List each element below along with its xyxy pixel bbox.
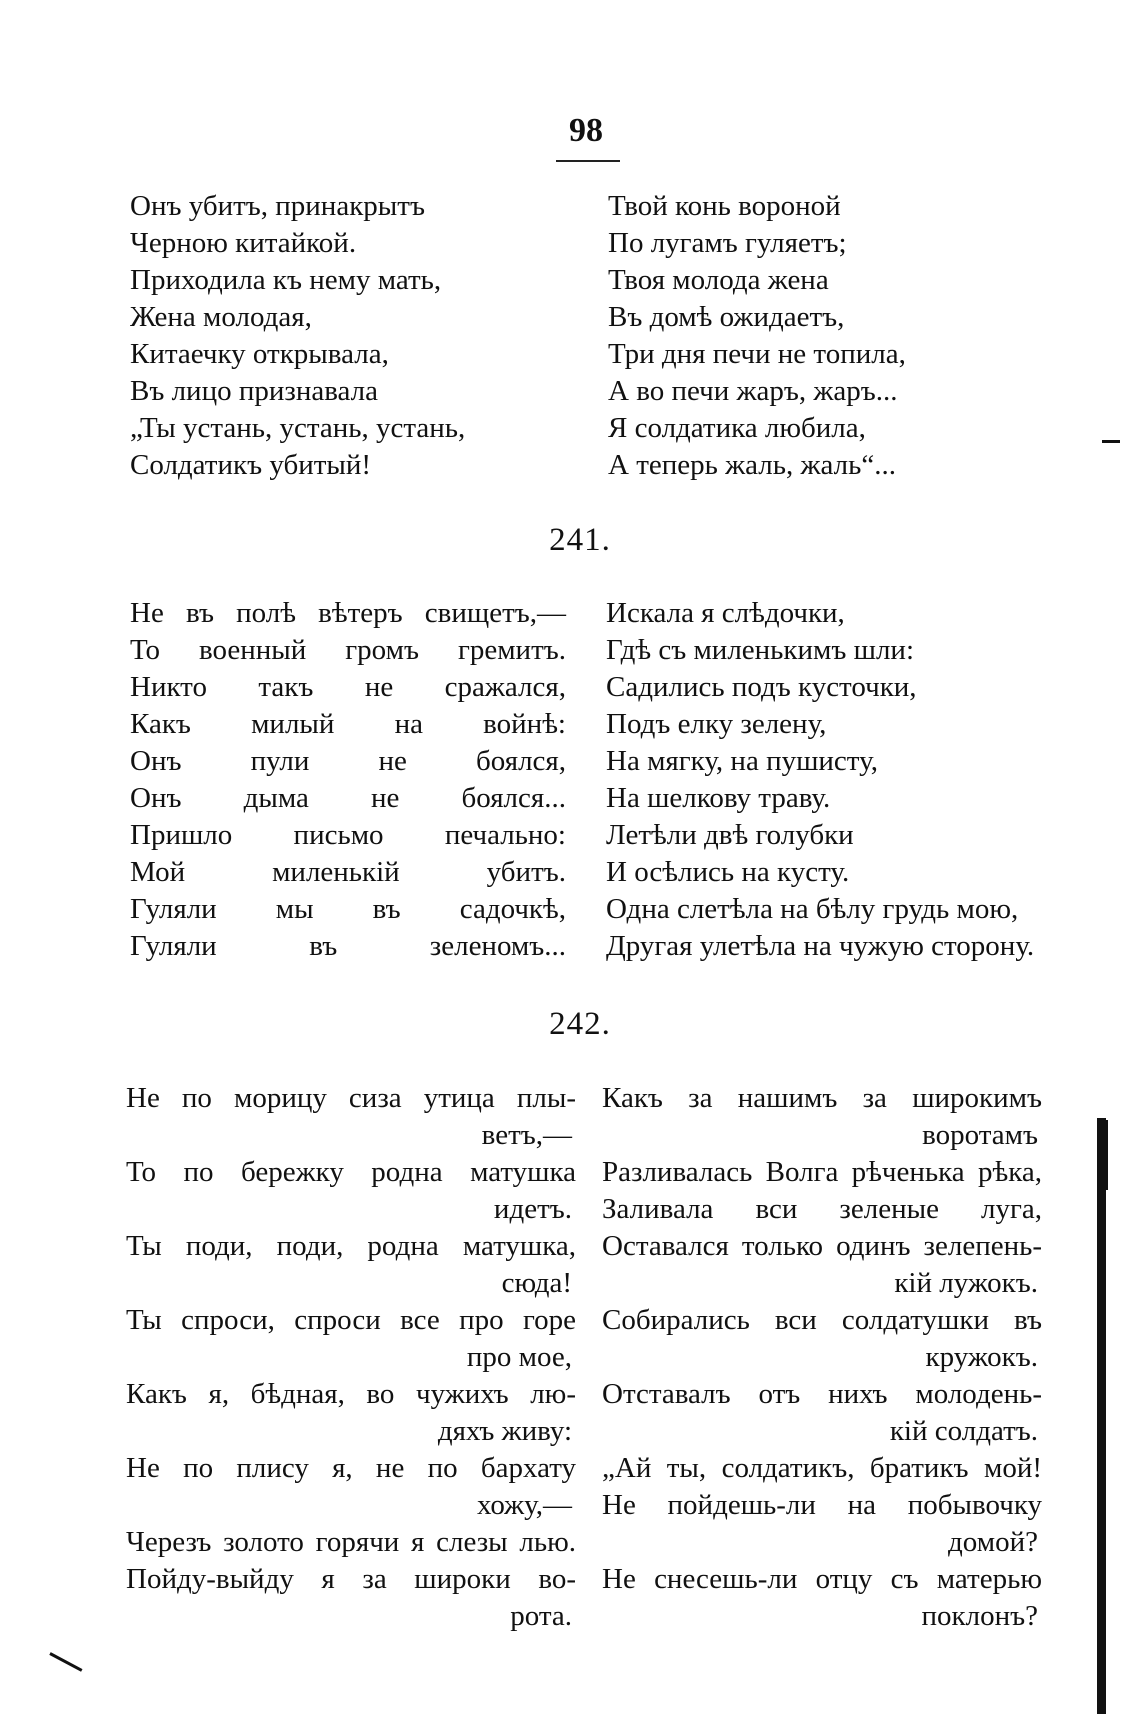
- verse-line: Не по морицу сиза утица плы-: [126, 1082, 576, 1114]
- verse-line: Онъ убитъ, принакрытъ: [130, 190, 425, 222]
- verse-line: Садились подъ кусточки,: [606, 671, 917, 703]
- verse-line: Заливала вси зеленые луга,: [602, 1193, 1042, 1225]
- verse-line: Въ лицо признавала: [130, 375, 379, 407]
- verse-line: Мой миленькій убитъ.: [130, 856, 566, 888]
- verse-line: домой?: [948, 1526, 1038, 1558]
- verse-line: Черною китайкой.: [130, 227, 357, 259]
- verse-line: На мягку, на пушисту,: [606, 745, 878, 777]
- verse-line: Жена молодая,: [130, 301, 312, 333]
- song-242-heading: 242.: [549, 1006, 611, 1042]
- margin-binding-bar-edge: [1103, 1120, 1108, 1190]
- verse-line: Три дня печи не топила,: [608, 338, 906, 370]
- verse-line: А во печи жаръ, жаръ...: [608, 375, 898, 407]
- verse-line: Одна слетѣла на бѣлу грудь мою,: [606, 893, 1019, 925]
- verse-line: поклонъ?: [921, 1600, 1038, 1632]
- verse-line: воротамъ: [922, 1119, 1038, 1151]
- corner-scan-mark: [49, 1652, 82, 1672]
- verse-line: кій лужокъ.: [894, 1267, 1038, 1299]
- verse-line: ветъ,—: [481, 1119, 572, 1151]
- verse-line: Искала я слѣдочки,: [606, 597, 845, 629]
- verse-line: Какъ милый на войнѣ:: [130, 708, 566, 740]
- verse-line: То по бережку родна матушка: [126, 1156, 576, 1188]
- verse-line: Собирались вси солдатушки въ: [602, 1304, 1042, 1336]
- verse-line: Пойду-выйду я за широки во-: [126, 1563, 576, 1595]
- margin-mark: [1102, 440, 1120, 443]
- verse-line: Не пойдешь-ли на побывочку: [602, 1489, 1042, 1521]
- verse-line: Гуляли въ зеленомъ...: [130, 930, 566, 962]
- verse-line: Пришло письмо печально:: [130, 819, 566, 851]
- verse-line: идетъ.: [493, 1193, 572, 1225]
- verse-line: про мое,: [466, 1341, 572, 1373]
- song-241-column-left: [130, 595, 566, 965]
- song-241-heading: 241.: [549, 522, 611, 558]
- margin-binding-bar: [1097, 1118, 1106, 1714]
- verse-line: Онъ пули не боялся,: [130, 745, 566, 777]
- verse-line: Какъ я, бѣдная, во чужихъ лю-: [126, 1378, 576, 1410]
- song-241-column-right: [606, 595, 1034, 965]
- verse-line: Отставалъ отъ нихъ молодень-: [602, 1378, 1042, 1410]
- verse-line: „Ты устань, устань, устань,: [130, 412, 466, 444]
- verse-line: Твоя молода жена: [608, 264, 829, 296]
- verse-line: Ты поди, поди, родна матушка,: [126, 1230, 576, 1262]
- verse-line: То военный громъ гремитъ.: [130, 634, 566, 666]
- verse-column-top-right: [608, 188, 906, 484]
- verse-line: Разливалась Волга рѣченька рѣка,: [602, 1156, 1042, 1188]
- verse-line: Не въ полѣ вѣтеръ свищетъ,—: [130, 597, 566, 629]
- verse-line: Ты спроси, спроси все про горе: [126, 1304, 576, 1336]
- verse-line: дяхъ живу:: [437, 1415, 572, 1447]
- verse-line: „Ай ты, солдатикъ, братикъ мой!: [602, 1452, 1042, 1484]
- page-number-rule: [556, 160, 620, 162]
- verse-line: Гдѣ съ миленькимъ шли:: [606, 634, 914, 666]
- verse-line: сюда!: [501, 1267, 572, 1299]
- verse-line: Черезъ золото горячи я слезы лью.: [126, 1526, 576, 1558]
- verse-line: Не по плису я, не по бархату: [126, 1452, 576, 1484]
- verse-line: И осѣлись на кусту.: [606, 856, 850, 888]
- verse-line: А теперь жаль, жаль“...: [608, 449, 896, 481]
- song-242-column-right: [602, 1080, 1042, 1635]
- page-number: 98: [569, 112, 603, 149]
- verse-line: Другая улетѣла на чужую сторону.: [606, 930, 1035, 962]
- verse-line: Онъ дыма не боялся...: [130, 782, 566, 814]
- verse-line: рота.: [510, 1600, 572, 1632]
- verse-line: кружокъ.: [925, 1341, 1038, 1373]
- verse-line: кій солдатъ.: [889, 1415, 1038, 1447]
- verse-line: По лугамъ гуляетъ;: [608, 227, 847, 259]
- verse-line: Въ домѣ ожидаетъ,: [608, 301, 845, 333]
- verse-line: Приходила къ нему мать,: [130, 264, 442, 296]
- verse-line: Летѣли двѣ голубки: [606, 819, 854, 851]
- verse-line: хожу,—: [476, 1489, 572, 1521]
- verse-line: Китаечку открывала,: [130, 338, 389, 370]
- verse-line: Подъ елку зелену,: [606, 708, 827, 740]
- verse-line: Никто такъ не сражался,: [130, 671, 566, 703]
- verse-line: Солдатикъ убитый!: [130, 449, 372, 481]
- verse-line: Не снесешь-ли отцу съ матерью: [602, 1563, 1042, 1595]
- verse-line: Какъ за нашимъ за широкимъ: [602, 1082, 1042, 1114]
- verse-line: На шелкову траву.: [606, 782, 831, 814]
- verse-line: Я солдатика любила,: [608, 412, 866, 444]
- verse-line: Гуляли мы въ садочкѣ,: [130, 893, 566, 925]
- verse-column-top-left: [130, 188, 465, 484]
- song-242-column-left: [126, 1080, 576, 1635]
- verse-line: Твой конь вороной: [608, 190, 841, 222]
- verse-line: Оставался только одинъ зелепень-: [602, 1230, 1042, 1262]
